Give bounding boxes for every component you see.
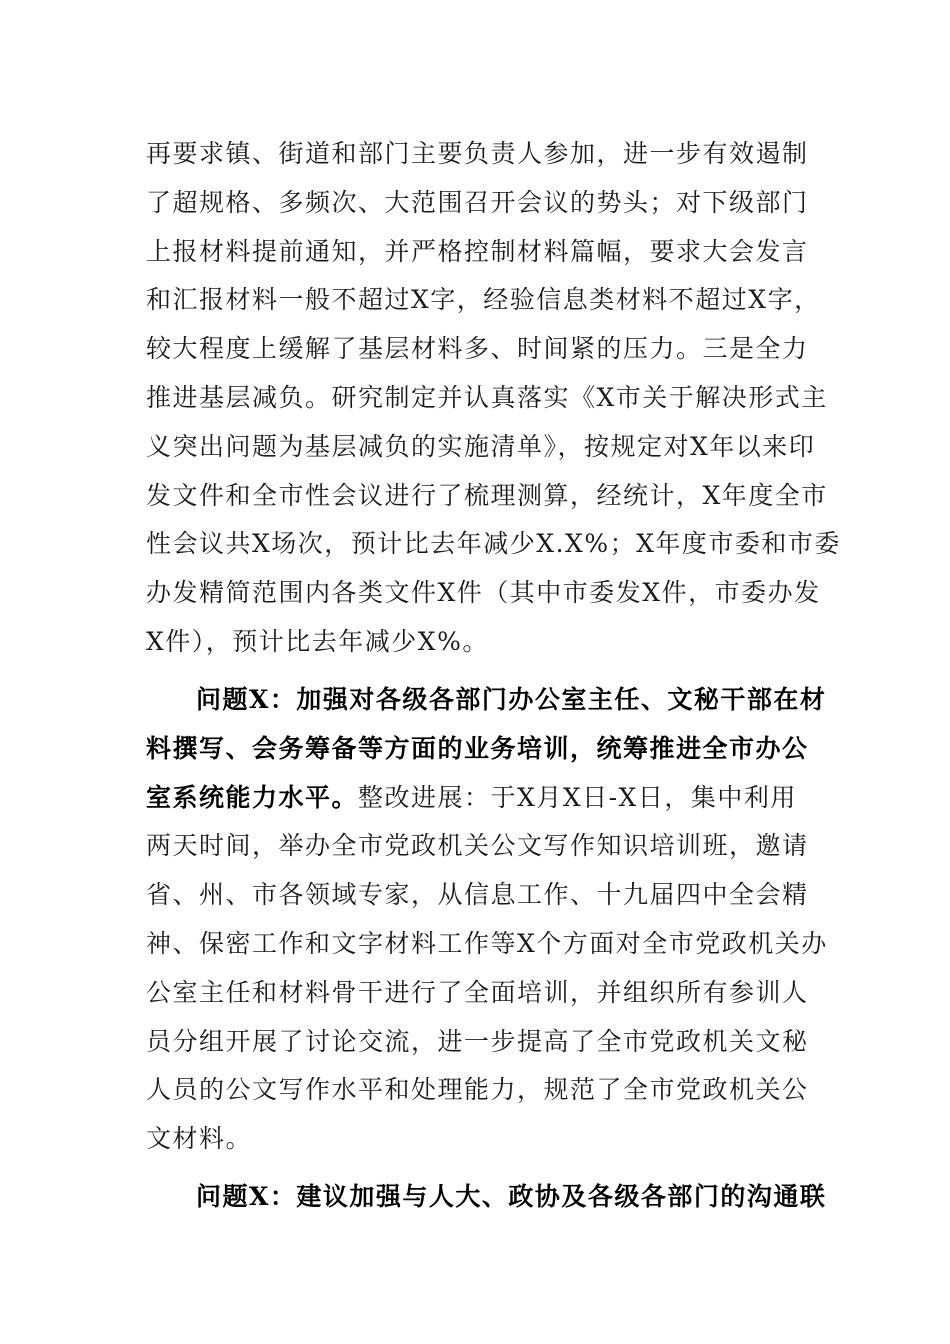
text-line: 文材料。 [146,1124,253,1154]
text-line: 义突出问题为基层减负的实施清单》，按规定对X年以来印 [146,431,816,461]
paragraph-meeting-reduction [146,130,841,667]
text-line: 办发精简范围内各类文件X件（其中市委发X件，市委办发 [146,578,821,608]
issue-heading-line: 料撰写、会务筹备等方面的业务培训，统筹推进全市办公 [146,733,809,763]
progress-label: 整改进展：于X月X日-X日，集中利用 [358,782,797,812]
text-line: 省、州、市各领域专家，从信息工作、十九届四中全会精 [146,880,809,910]
paragraph-communication-issue [146,1173,827,1222]
issue-heading-and-progress-line [146,774,816,823]
text-line: 了超规格、多频次、大范围召开会议的势头；对下级部门 [146,187,809,217]
issue-heading-end: 室系统能力水平。 [146,782,359,812]
text-line: 性会议共X场次，预计比去年减少X.X%；X年度市委和市委 [146,529,841,559]
text-line: 上报材料提前通知，并严格控制材料篇幅，要求大会发言 [146,236,809,266]
text-line: 神、保密工作和文字材料工作等X个方面对全市党政机关办 [146,928,828,958]
issue-heading-line: 问题X：加强对各级各部门办公室主任、文秘干部在材 [196,685,827,714]
paragraph-training-issue [146,676,828,1164]
text-line: 和汇报材料一般不超过X字，经验信息类材料不超过X字， [146,285,821,315]
issue-heading-line: 问题X：建议加强与人大、政协及各级各部门的沟通联 [196,1182,827,1211]
text-line: X件），预计比去年减少X%。 [146,626,489,656]
text-line: 两天时间，举办全市党政机关公文写作知识培训班，邀请 [146,831,809,861]
text-line: 人员的公文写作水平和处理能力，规范了全市党政机关公 [146,1075,809,1105]
text-line: 发文件和全市性会议进行了梳理测算，经统计，X年度全市 [146,480,828,510]
text-line: 较大程度上缓解了基层材料多、时间紧的压力。三是全力 [146,334,809,364]
text-line: 再要求镇、街道和部门主要负责人参加，进一步有效遏制 [146,139,809,168]
text-line: 公室主任和材料骨干进行了全面培训，并组织所有参训人 [146,977,809,1007]
text-line: 推进基层减负。研究制定并认真落实《X市关于解决形式主 [146,382,828,412]
text-line: 员分组开展了讨论交流，进一步提高了全市党政机关文秘 [146,1026,809,1056]
